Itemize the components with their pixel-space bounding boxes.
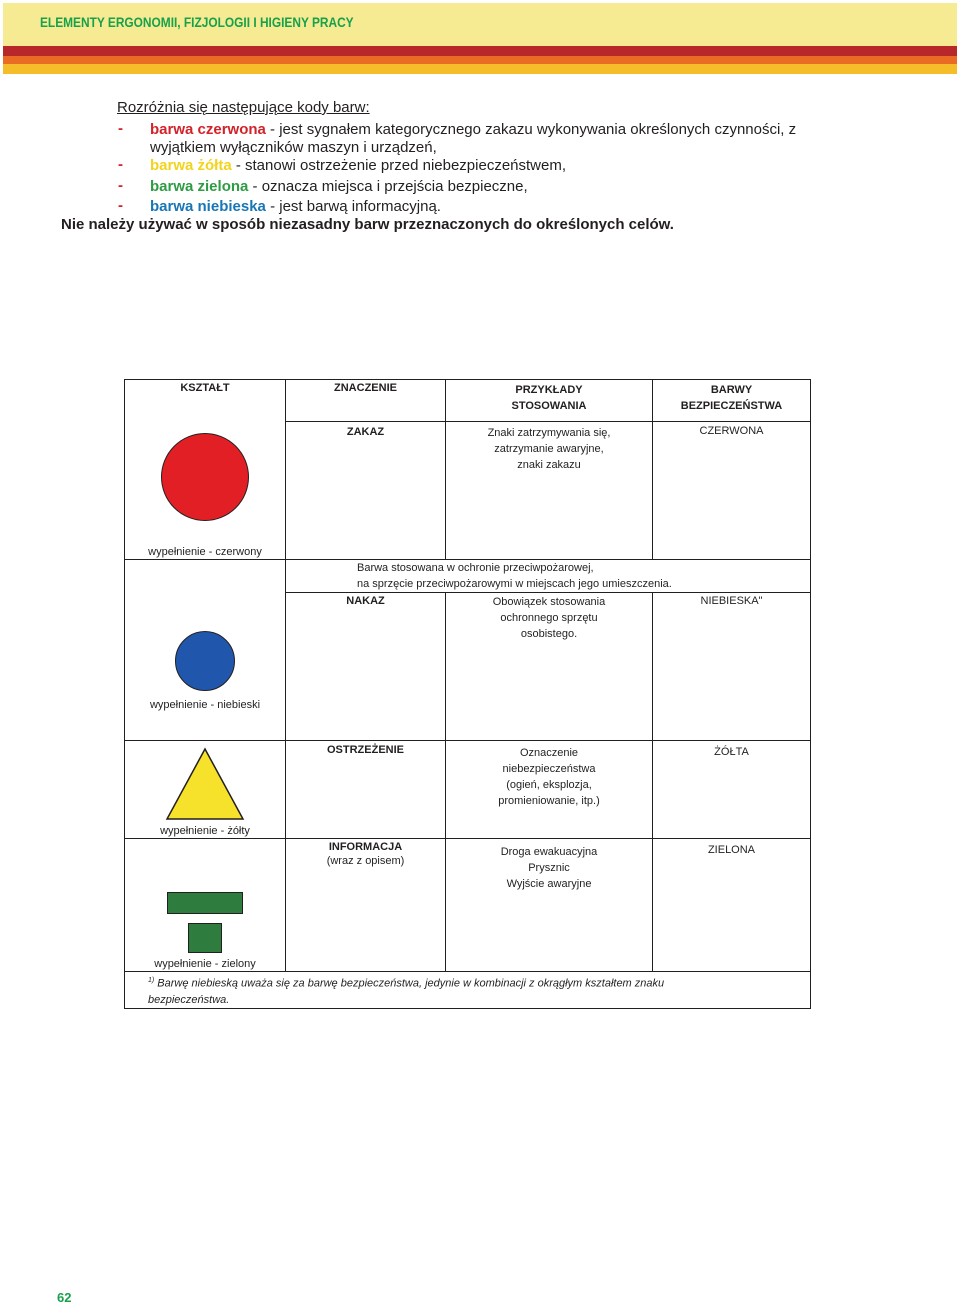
safety-color-blue: NIEBIESKA"	[700, 595, 763, 607]
footnote-line1	[148, 972, 810, 992]
blue-circle-sign	[175, 631, 235, 691]
footnote-text: Barwę niebieską uważa się za barwę bezpieczeństwa, jedynie w kombinacji z okrągłym kształtem znaku	[154, 977, 665, 990]
examples-cell-informacja	[446, 839, 653, 972]
example-line: Oznaczenie	[519, 747, 579, 759]
yellow-triangle-sign	[165, 747, 245, 821]
header-examples-line1: PRZYKŁADY	[515, 384, 583, 396]
header-examples-cell	[446, 380, 653, 422]
item-blue-text: - jest barwą informacyjną.	[265, 198, 441, 215]
safety-color-cell-blue	[653, 593, 811, 741]
example-line: Znaki zatrzymywania się,	[487, 426, 611, 439]
safety-color-yellow: ŻÓŁTA	[714, 746, 749, 758]
list-item-blue	[150, 197, 441, 217]
shape-label-red: wypełnienie - czerwony	[148, 546, 262, 558]
safety-color-red: CZERWONA	[699, 424, 764, 437]
meaning-ostrzezenie: OSTRZEŻENIE	[326, 744, 404, 756]
list-dash: -	[118, 177, 123, 194]
examples-cell-zakaz	[446, 421, 653, 559]
shape-cell-blue	[125, 560, 286, 741]
running-header: ELEMENTY ERGONOMII, FIZJOLOGII I HIGIENY PRACY	[40, 14, 354, 30]
safety-color-cell-yellow	[653, 741, 811, 839]
list-item-red	[150, 120, 796, 140]
color-name-blue: barwa niebieska	[150, 198, 266, 215]
meaning-cell-ostrzezenie	[286, 741, 446, 839]
meaning-cell-zakaz	[286, 421, 446, 559]
example-line: znaki zakazu	[517, 458, 581, 471]
list-dash: -	[118, 197, 123, 214]
example-line: Obowiązek stosowania	[492, 596, 606, 608]
example-line: promieniowanie, itp.)	[498, 795, 600, 807]
shape-cell-green	[125, 839, 286, 972]
shape-label-green: wypełnienie - zielony	[154, 958, 256, 970]
red-circle-sign	[161, 433, 249, 521]
fire-note-line1: Barwa stosowana w ochronie przeciwpożarowej,	[357, 562, 594, 574]
list-item-yellow	[150, 156, 566, 176]
header-stripe-yellow	[3, 64, 957, 74]
header-meaning-cell	[286, 380, 446, 422]
meaning-informacja-sub: (wraz z opisem)	[326, 855, 405, 867]
color-name-green: barwa zielona	[150, 178, 249, 195]
header-examples-line2: STOSOWANIA	[511, 400, 587, 412]
header-colors-cell	[653, 380, 811, 422]
page-number: 62	[57, 1290, 72, 1304]
shape-cell-yellow	[125, 741, 286, 839]
fire-note-line2: na sprzęcie przeciwpożarowymi w miejscach jego umieszczenia.	[357, 578, 672, 590]
safety-color-cell-red	[653, 421, 811, 559]
list-dash: -	[118, 156, 123, 173]
footnote-marker: 1)	[148, 977, 155, 984]
list-item-red-continued: wyjątkiem wyłączników maszyn i urządzeń,	[150, 139, 437, 156]
warning-text: Nie należy używać w sposób niezasadny barw przeznaczonych do określonych celów.	[61, 216, 674, 233]
example-line: Prysznic	[528, 862, 570, 874]
example-line: Droga ewakuacyjna	[500, 846, 598, 858]
item-green-text: - oznacza miejsca i przejścia bezpieczne,	[248, 178, 528, 195]
meaning-nakaz: NAKAZ	[346, 595, 385, 607]
examples-cell-nakaz	[446, 593, 653, 741]
item-yellow-text: - stanowi ostrzeżenie przed niebezpieczeństwem,	[231, 157, 567, 174]
example-line: osobistego.	[520, 628, 578, 640]
examples-cell-ostrzezenie	[446, 741, 653, 839]
footnote-line2: bezpieczeństwa.	[148, 993, 230, 1006]
header-stripe-orange	[3, 56, 957, 64]
meaning-informacja: INFORMACJA	[328, 841, 403, 853]
list-item-green	[150, 177, 528, 197]
meaning-cell-nakaz	[286, 593, 446, 741]
header-meaning: ZNACZENIE	[334, 382, 397, 394]
intro-heading: Rozróżnia się następujące kody barw:	[117, 99, 370, 116]
color-name-yellow: barwa żółta	[150, 157, 232, 174]
example-line: zatrzymanie awaryjne,	[494, 442, 604, 455]
meaning-cell-informacja	[286, 839, 446, 972]
example-line: niebezpieczeństwa	[502, 763, 596, 775]
header-colors-line1: BARWY	[710, 384, 753, 396]
meaning-zakaz: ZAKAZ	[346, 425, 385, 438]
fire-protection-note-cell	[286, 560, 811, 593]
shape-label-blue: wypełnienie - niebieski	[149, 699, 261, 711]
header-shape: KSZTAŁT	[180, 382, 230, 394]
green-rectangle-sign	[167, 892, 243, 914]
safety-color-green: ZIELONA	[707, 844, 756, 856]
footnote-cell	[125, 972, 811, 1009]
color-name-red: barwa czerwona	[150, 121, 266, 138]
example-line: (ogień, eksplozja,	[506, 779, 592, 791]
example-line: Wyjście awaryjne	[506, 878, 592, 890]
green-square-sign	[188, 923, 222, 953]
list-dash: -	[118, 120, 123, 137]
shape-label-yellow: wypełnienie - żółty	[160, 825, 250, 837]
safety-color-cell-green	[653, 839, 811, 972]
example-line: ochronnego sprzętu	[500, 612, 598, 624]
shape-cell-red	[125, 380, 286, 560]
item-red-text: - jest sygnałem kategorycznego zakazu wykonywania określonych czynności, z	[265, 121, 797, 138]
header-stripe-red	[3, 46, 957, 56]
header-colors-line2: BEZPIECZEŃSTWA	[680, 400, 783, 412]
safety-colors-table	[124, 379, 811, 1009]
